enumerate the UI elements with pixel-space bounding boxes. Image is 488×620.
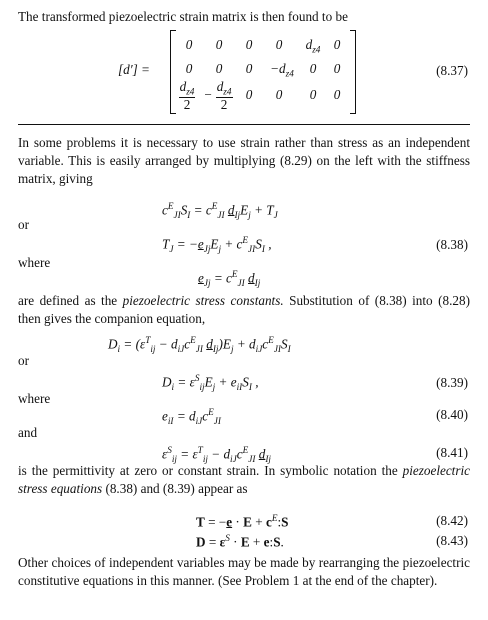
paragraph-3-text-b: (8.38) and (8.39) appear as (102, 480, 248, 496)
paragraph-3 (18, 462, 470, 498)
matrix-cell: 0 (215, 61, 223, 76)
equation-8-43: $D = \varepsilon^S \cdot E$ + e:S. (196, 533, 284, 550)
matrix-cell: $d_{z4}$ (305, 37, 321, 55)
equation-8-41: $\varepsilon^S_{ij} = \varepsilon^T_{ij} - d_{iJ}c^E_{JI}$ $d_{Ij}$ (162, 445, 271, 465)
equation-8-40: $e_{iI} = d_{iJ}c^E_{JI}$ (162, 407, 221, 427)
equation-8-39: $D_i = \varepsilon^S_{ij}E_j + e_{iI}S_I$ , (162, 373, 259, 393)
matrix-cell: 0 (275, 87, 283, 102)
equation-number: (8.38) (436, 237, 468, 252)
paragraph-3-text-a: is the permittivity at zero or constant strain. In symbolic notation the (18, 463, 403, 478)
matrix-cell: 0 (333, 87, 341, 102)
matrix-cell: 0 (309, 61, 317, 76)
equation-number: (8.43) (436, 533, 468, 548)
matrix-cell: 0 (333, 61, 341, 76)
paragraph-2-emphasis: piezoelectric stress constants. (122, 293, 284, 308)
intro-text: The transformed piezoelectric strain matrix is then found to be (18, 9, 348, 24)
equation-stiffness: $c^E_{JI}S_I = c^E_{JI}$ $d_{Ij}E_j + T_J$ (162, 201, 278, 221)
matrix-cell: $\frac{d_{z4}}{2}$ (179, 79, 195, 113)
label-or: or (18, 217, 29, 232)
strain-matrix (170, 30, 356, 112)
equation-number: (8.39) (436, 375, 468, 390)
section-divider (18, 124, 470, 125)
equation-def-e: $e_{Jj} = c^E_{JI}$ $d_{Ij}$ (198, 269, 261, 289)
matrix-cell: 0 (245, 61, 253, 76)
matrix-cell: 0 (275, 37, 283, 52)
matrix-cell: 0 (185, 61, 193, 76)
equation-companion: $D_i = (\varepsilon^T_{ij} - d_{iJ}c^E_{JI}$ $d_{Ij})E_j + d_{iJ}c^E_{JI}S_I$ (108, 335, 291, 355)
matrix-cell: 0 (185, 37, 193, 52)
matrix-cell: 0 (245, 87, 253, 102)
matrix-cell: − $\frac{d_{z4}}{2}$ (203, 79, 232, 113)
equation-8-38: $T_J = -e_{Jj}E_j + c^E_{JI}S_I$ , (162, 235, 272, 255)
equation-number: (8.40) (436, 407, 468, 422)
equation-number: (8.41) (436, 445, 468, 460)
paragraph-4: Other choices of independent variables may be made by rearranging the piezoelectric constitutive equations in this manner. (See Problem 1 at the end of the chapter). (18, 555, 470, 588)
equation-number: (8.42) (436, 513, 468, 528)
matrix-cell: 0 (333, 37, 341, 52)
matrix-cell: 0 (245, 37, 253, 52)
label-and: and (18, 425, 38, 440)
label-where: where (18, 391, 51, 406)
paragraph-2-text-a: are defined as the (18, 293, 123, 308)
paragraph-1: In some problems it is necessary to use strain rather than stress as an independent variable. This is easily arranged by multiplying (8.29) on the left with the stiffness matrix, giving (18, 135, 470, 186)
paragraph-2 (18, 292, 470, 328)
equation-8-42: $T = -e \cdot E + c^E:S$ (196, 513, 289, 530)
paragraph-2-text-b: Substitution of (8.38) into (8.28) then gives the companion equation, (18, 293, 470, 326)
matrix-cell: 0 (309, 87, 317, 102)
label-where: where (18, 255, 51, 270)
matrix-right-bracket (350, 30, 356, 114)
matrix-cell: 0 (215, 37, 223, 52)
label-or: or (18, 353, 29, 368)
equation-number: (8.37) (436, 63, 468, 78)
matrix-cell: $-d_{z4}$ (270, 61, 294, 79)
matrix-lhs: [d′] = (118, 62, 150, 77)
paragraph-3-emphasis: piezoelectric stress equations (18, 463, 470, 496)
